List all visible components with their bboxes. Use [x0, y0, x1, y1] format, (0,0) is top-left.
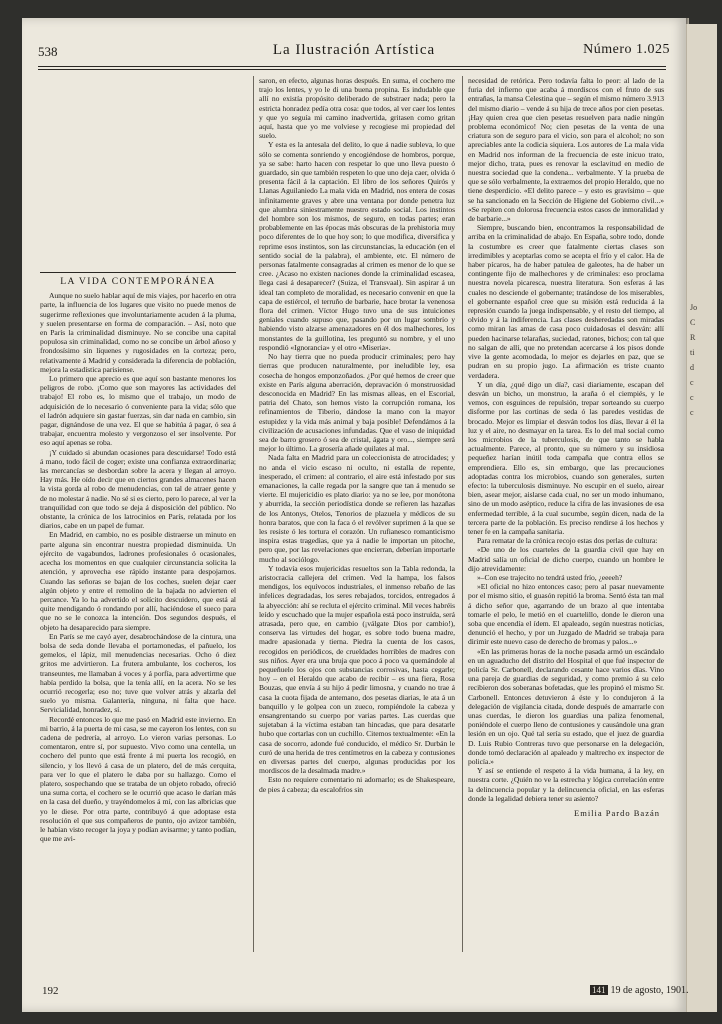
quote-paragraph: «En las primeras horas de la noche pasada armó un escándalo en un aguaducho del distrito del Hospital el que fué inspector de policía Sr. Carbonell, declarando cesante hace varios días. Vino una pareja de guardias de seguridad, y como premio á su celo recibieron dos soberanas bofetadas, que les propinó el mismo Sr. Carbonell. Entonces detuvieron á éste y lo condujeron á la delegación de vigilancia citada, donde después de amarrarle con unas cuerdas, le dieron los guardias una paliza fenomenal, poniéndole el cuerpo lleno de contusiones y causándole una gran lesión en un ojo. Qué tal sería su estado, que el juez de guardia D. Luis Rubio Contreras tuvo que personarse en la delegación, donde tomó declaración al apaleado y maltrecho ex inspector de policía.»	[468, 646, 664, 767]
footer-date	[590, 985, 689, 996]
paragraph: Para rematar de la crónica recojo estas dos perlas de cultura:	[477, 536, 658, 546]
quote-paragraph: »El oficial no hizo entonces caso; pero al pasar nuevamente por el mismo sitio, el guasón repitió la broma. Sentó ésta tan mal á dicho señor que, agarrando de un brazo al que intentaba tomarle el pelo, le metió en el cuartelillo, donde le dieron una soba que encendía el ídem. El apaleado, según nuestras noticias, denunció el hecho, y por un Juzgado de Madrid se trabaja para dirimir este nuevo caso de derecho de bromas y palos...»	[468, 582, 664, 647]
quote-paragraph: »–Con ese trajecito no tendrá usted frío, ¿eeeeh?	[477, 572, 623, 582]
footer-page-number: 192	[42, 985, 59, 997]
article-column-1	[40, 76, 236, 956]
edge-glyph: c	[690, 378, 694, 387]
page-header	[38, 36, 670, 64]
edge-glyph: Jo	[690, 303, 698, 312]
section-title: LA VIDA CONTEMPORÁNEA	[40, 272, 236, 286]
edge-glyph: C	[690, 318, 696, 327]
edge-glyph: ti	[690, 348, 695, 357]
edge-glyph: d	[690, 363, 694, 372]
paragraph: Siempre, buscando bien, encontramos la responsabilidad de arriba en la criminalidad de abajo. En España, sobre todo, donde la costumbre es creer que fatalmente ciertas clases son irredimibles y aceptarlas como se acepta el frío y el calor. Ha de haber pícaros, ha de haber patulea de galeotes, ha de haber un contingente fijo de malhechores y de criminales: eso proclama nuestra novela picaresca, nuestra literatura. Son esferas á las cuales no desciende el gobernante; tratándose de los miserables, el gobernante español cree que su misión está reducida á la represión cuando la juega indispensable, y el resto del tiempo, al olvido y á la indiferencia. Las clases desheredadas son miradas como miran las amas de casa poco cuidadosas el desván: allí pueden hacinarse telarañas, suciedad, ratones, bichos; con tal que no salgan de allí, que no pretendan acercarse á los pisos donde vive la gente acomodada, lo mejor es dejarles en paz, que se pudran en su propio jugo. La afirmación es triste cuanto verdadera.	[468, 223, 664, 380]
footer-badge: 141	[592, 985, 606, 995]
paragraph: Y todavía esos mujericidas resueltos son la Tabla redonda, la aristocracia callejera del crimen. Ved la hampa, los falsos mendigos, los equívocos industriales, el inmenso rebaño de las infelices degradadas, los seres rebajados, torcidos, entregados á la abyección: ahí se recluta el ejército criminal. Mil veces habréis leído y escuchado que la mujer española está poco instruída, será atrasada, pero que, en cambio (¡válgate Dios por cambio!), conserva las virtudes del hogar, es sobre todo buena madre, madre apasionada y tierna. Piedra la cuenta de los casos, recogidos en periódicos, de crueldades horribles de madres con sus niños. Ayer era una bruja que poco á poco va quemándole al pequeñuelo los ojos con substancias corrosivas, hasta cegarle; hoy – en el Heraldo que acabo de recibir – es una fiera, Rosa Bouzas, que envía á su hijo á pedir limosna, y cuando no trae á casa la cuota fijada de antemano, dos pesetas diarias, le ata á un banquillo y le golpea con un zueco, rompiéndole la cabeza y ensangrentando su cuerpo por varias partes. Las cuerdas que sujetaban á la víctima estaban tan hincadas, que para desatarle hubo que cortarlas con un cuchillo. Citemos textualmente: «En la casa de socorro, adonde fué conducido, el médico Sr. Durbán le curó de una herida de tres centímetros en la cabeza y contusiones en diversas partes del cuerpo, algunas producidas por los mordiscos de la desalmada madre.»	[259, 563, 455, 776]
article-column-2	[259, 76, 455, 956]
paragraph: En París se me cayó ayer, desabrochándose de la cintura, una bolsa de seda donde llevaba el portamonedas, el pañuelo, los gemelos, el lápiz, mil menudencias necesarias. Ocho ó diez gritos me advirtieron. La frutera ambulante, los cocheros, los transeuntes, me llamaban á voces y á porfía, para advertirme que había perdido la bolsa, que la tenía allí, en la acera. No se les ocurrió recogerla; eso no; tuve que volver atrás y alzarla del suelo yo misma. Galantería, ninguna, ni falta que hace. Servicialidad, honradez, sí.	[40, 631, 236, 715]
column-divider	[462, 76, 463, 952]
footer-date-text: 19 de agosto, 1901.	[610, 985, 689, 996]
paragraph: ¡Y cuidado si abundan ocasiones para descuidarse! Todo está á mano, todo fácil de coger; existe una confianza extraordinaria; las mercancías se desbordan sobre la acera y llegan al arroyo. Hay más. He oído decir que en ciertos grandes almacenes hacen la vista gorda al robo de menudencias, con tal de atraer gente y de no molestar á nadie. No sé si es cierto, pero lo parece, al ver la tranquilidad con que todo se deja á disposición del público. No obstante, la crónica de los latrocinios en París, relatada por los diarios, cabe en un papel de fumar.	[40, 447, 236, 531]
paragraph: No hay tierra que no pueda producir criminales; pero hay tierras que producen naturalmente, por ineludible ley, esa cosecha de hongos emponzoñados. ¿Por qué hemos de creer que existe en París alguna aberración, depravación ó monstruosidad desconocida en Madrid? En las mismas alleas, en el Escorial, patria del Chato, son hemos visto la corrupción romana, los refinamientos de Tiberio, dándose la mano con la mayor estupidez y la vida más animal y baja posible! Defendámos á la civilización de acusaciones infundadas. Que el vaso de iniquidad sea de barro grosero ó sea de cristal, ágata y oro..., siempre será mejor lo último. La grosería añade quilates al mal.	[259, 352, 455, 454]
paragraph: Lo primero que aprecio es que aquí son bastante menores los peligros de robo. ¡Como que son mayores las actividades del trabajo! El robo es, lo mismo que el trabajo, un modo de adquisición de lo necesario ó conveniente para la vida; sólo que el ladrón adquiere sin gastar fuerzas, sin dar nada en cambio, sin pagar, dignándose de una vez. El que se habitúa á pagar, ó sea á trabajar, encuentra molesto y vergonzoso el ser insolvente. Por eso aquí apenas se roba.	[40, 374, 236, 448]
adjacent-page-text	[690, 300, 710, 420]
paragraph: Y un día, ¿qué digo un día?, casi diariamente, escapan del desván un bicho, un monstruo, la araña ó el ciempiés, y le vemos, con esguinces de repulsión, trepar sorteando su cuerpo disforme por las cortinas de seda ó las paredes vestidas de brocado. Mejor es limpiar el desván todos los días, llevar á él la luz y el aire, no desmayar en la tarea. Es lo del mal social como los microbios de la tuberculosis, de que tanto se habla actualmente. Parece, al pronto, que su número y su insidiosa pequeñez harían inútil toda campaña que contra ellos se emprendiera. Ello es, sin embargo, que las precauciones adoptadas contra los microbios, cuando son generales, surten efecto: la tuberculosis disminuye. No escupir en el suelo, airear bien, asear mejor, aislarse cada cual, no ser un modo inhumano, sino de un modo aséptico, reduce la cifra de las invasiones de esa enfermedad terrible, á la cual sucumbe, según dicen, nada de la tercera parte de la población. Es preciso rendirse á los hechos y tener fe en la campaña sanitaria.	[468, 379, 664, 536]
header-rule-thin	[38, 69, 666, 70]
paragraph: Y esta es la antesala del delito, lo que á nadie subleva, lo que sólo se comenta sonriendo y encogiéndose de hombros, porque, ya se sabe: harto hacen con respetar lo que uno lleva puesto ó guardado, sin que también respeten lo que uno deja caer, olvida ó presenta fácil á la captación. El libro de los señores Quirós y Llanas Aguilaniedo La mala vida en Madrid, nos entera de cosas infinitamente graves y abre una ventana por donde penetra luz que alumbra siniestramente nuestro estado social. Los instintos del hombre son los mismos, de seguro, en todas partes; eran probablemente en las épocas más obscuras de la prehistoria muy poco diferentes de lo que hoy son; lo que modifica, diversifica y reprime esos instintos, son las circunstancias, la educación (en el sentido social de la palabra), el ambiente, etc. El número de personas fatalmente consagradas al crimen es menor de lo que se cree. ¿Acaso no existen naciones donde la criminalidad escasea, llega casi á desaparecer? (Suiza, el Transvaal). Sin aspirar á un ideal tan completo de moralidad, es necesario convenir en que la capa de estiércol, el terruño de barbarie, hace brotar la venenosa flora del crimen. Víctor Hugo tuvo una de sus intuiciones geniales cuando supuso que, pasando por un lugar sombrío y habiendo visto alzarse amenazadores en él dos malhechores, los monstantes de la guillotina, les preguntó su nombre, y el uno respondió «Ignorancia» y el otro «Miseria».	[259, 140, 455, 352]
paragraph: Recordé entonces lo que me pasó en Madrid este invierno. En mi barrio, á la puerta de mi casa, se me cayeron los lentes, con su cadena de pedrería, al arroyo. Lo vieron varias personas. Lo comentaron, entre sí, por supuesto. Vivo como una centella, un cochero del punto que está frente á mi puerta los recogió, en silencio, y los llevó á casa de un platero, del de más cerquita, para ver lo que el platero le daba por su hallazgo. Como el platero, sospechando que se trataba de un objeto robado, ofreció una suma corta, el cochero se le ocurrió que acaso le darían más en la casa del dueño, y trayéndomelos á mí, con las albricias que yo le diese. Por otra parte, contribuyó á que adoptase esta resolución el que sus compañeros de punto, ojo avizor también, le habían visto recoger la joya y podían avisarme; y tanto podían, que me avi-	[40, 714, 236, 844]
paragraph: Nada falta en Madrid para un coleccionista de atrocidades; y no anda el vicio escaso ni oculto, ni estalla de repente, inesperado, el crimen: al contrario, el aire está infestado por sus emanaciones, la calle regada por la sangre que tan á menudo se vierte. El mujericidio es plato diario: ya no se lee, por monótona y aburrida, la sección periodística donde se refieren las hazañas de los Antonys, Otelos, Tenorios de plazuela y médicos de su honra baratos, que con la faca ó el revólver suprimen á la que se les resiste ó les tortura el corazón. Un rufianesco romanticismo inspira estas tragedias, que ya á nadie le importan un pitoche, pero que, por las revelaciones que encierran, deberían importarle mucho al sociólogo.	[259, 453, 455, 564]
article-column-3	[468, 76, 664, 956]
author-signature: Emilia Pardo Bazán	[574, 808, 660, 819]
paragraph: saron, en efecto, algunas horas después. En suma, el cochero me trajo los lentes, y yo le di una buena propina. Es indudable que allí no existía propósito deliberado de substraer nada; pero la estricta honradez pedía otra cosa: que todos, al ver caer los lentes y que yo seguía mi camino inadvertida, gritasen como gritan aquí, hasta que yo me volviese y recogiese mi propiedad del suelo.	[259, 76, 455, 141]
paragraph: Aunque no suelo hablar aquí de mis viajes, por hacerlo en otra parte, la influencia de los lugares que visito no puede menos de sugerirme reflexiones que involuntariamente acuden á la pluma, y suelen presentarse en forma de comparación. – Así, noto que en París la criminalidad disminuye. No se concibe una capital populosa sin criminalidad, como no se concibe un árbol añoso y frondosísimo sin líquenes y rugosidades en la corteza; pero, relativamente á Madrid y considerada la diferencia de población, mejora la estadística parisiense.	[40, 291, 236, 374]
paragraph: Y así se entiende el respeto á la vida humana, á la ley, en nuestra corte. ¿Quién no ve la estrecha y lógica correlación entre la delincuencia popular y la delincuencia oficial, en las esferas donde la legalidad debiera tener su asiento?	[468, 766, 664, 803]
edge-glyph: c	[690, 408, 694, 417]
page-number: 538	[38, 44, 58, 59]
issue-number: Número 1.025	[583, 42, 670, 57]
quote-paragraph: «De uno de los cuarteles de la guardia civil que hay en Madrid salía un oficial de dicho cuerpo, cuando un hombre le dijo atrevidamente:	[468, 545, 664, 573]
edge-glyph: R	[690, 333, 696, 342]
header-rule	[38, 66, 666, 67]
paragraph: En Madrid, en cambio, no es posible distraerse un minuto en parte alguna sin encontrar nuestra propiedad disminuida. Un ejército de vagabundos, ladrones profesionales ó ocasionales, acecha los momentos en que cualquier circunstancia solicita la atención, y aprovecha ese rápido instante para despojarnos. Cuando las señoras se bajan de los coches, suelen dejar caer algún objeto y entre el remolino de la bajada no advierten el percance. Ya lo ha advertido el solícito descuidero, que está al quite mendigando ó rondando por allí, haciéndose el sueco para que no se le conozca la intención. Dos segundos después, el objeto ha desaparecido para siempre.	[40, 530, 236, 632]
column-divider	[253, 76, 254, 952]
paragraph: Esto no requiere comentario ni adornarlo; es de Shakespeare, de pies á cabeza; da escalofríos sin	[259, 775, 455, 794]
masthead-title: La Ilustración Artística	[272, 42, 436, 58]
edge-glyph: c	[690, 393, 694, 402]
paragraph: necesidad de retórica. Pero todavía falta lo peor: al lado de la furia del infierno que acaba á mordiscos con el fruto de sus entrañas, la mansa Celestina que – según el mismo número 3.913 del mismo diario – vende á su hija de trece años por cien pesetas. ¡Hay quien crea que cien pesetas resuelven para nadie ningún problema económico! No; cien pesetas de la venta de una criatura son de seguro para el vicio, son para el alcohol; no son apreciables ante la codicia siquiera. Los autores de La mala vida en Madrid nos informan de la frecuencia de este inicuo trato, mejor dicho, trata, pues es renovar la esclavitud en medio de nuestra sociedad que la condena... verbalmente. Y la prueba de que se sólo verbalmente, la extraemos del propio Heraldo, que no tiene desperdicio. «El delito parece – y esto es gravísimo – que se ha sancionado en la Sección de Higiene del Gobierno civil...» «Se repiten con dolorosa frecuencia estos casos de inmoralidad y de barbarie...»	[468, 76, 664, 224]
column-top-space	[40, 76, 236, 272]
adjacent-page-edge	[686, 24, 717, 1012]
